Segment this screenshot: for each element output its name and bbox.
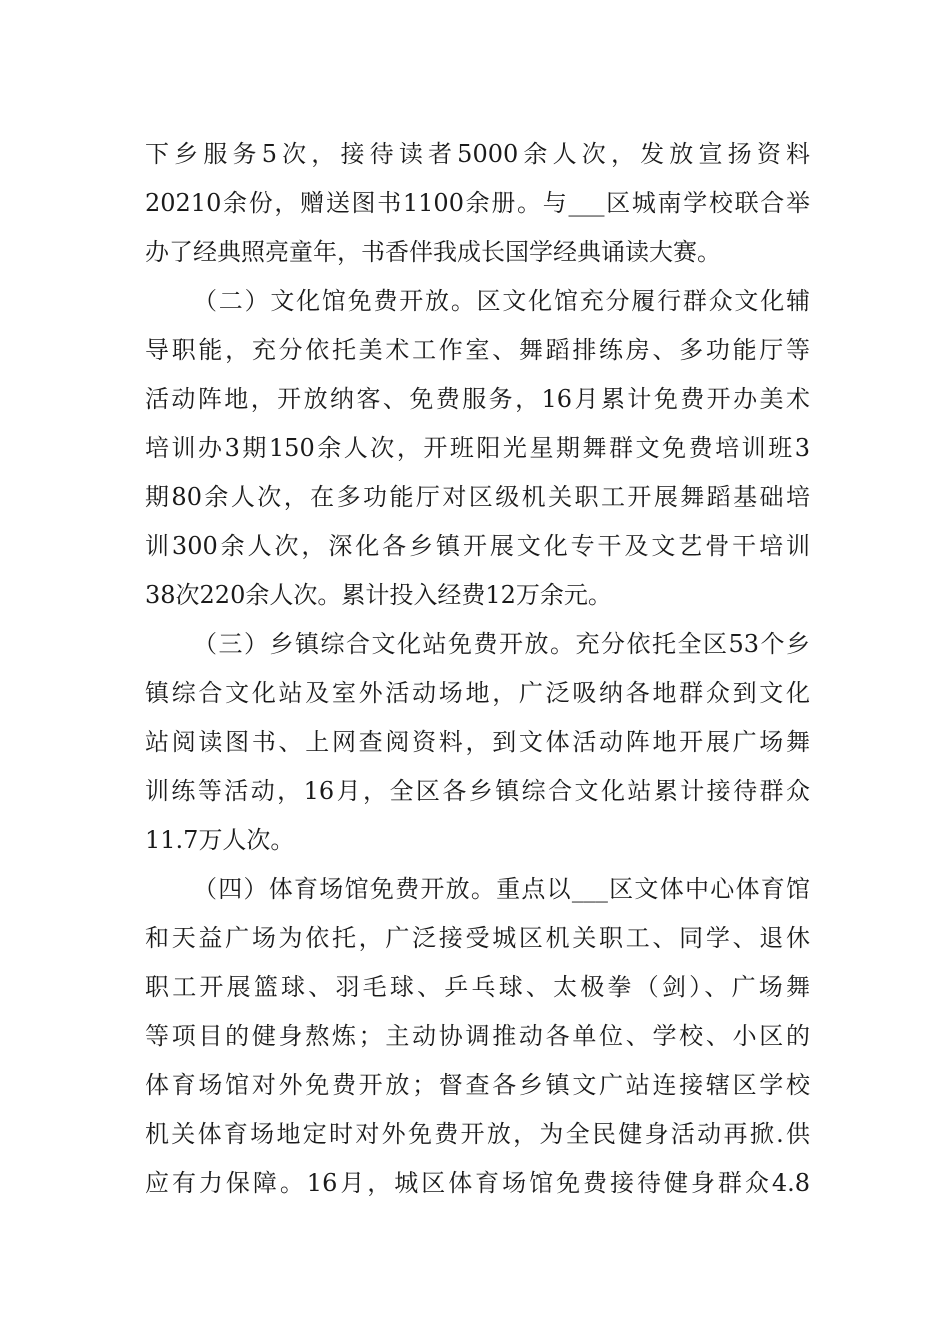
text-line: 训练等活动，16月，全区各乡镇综合文化站累计接待群众 [145, 777, 810, 805]
text-line: 下乡服务5次，接待读者5000余人次，发放宣扬资料 [145, 140, 810, 168]
text-line: 活动阵地，开放纳客、免费服务，16月累计免费开办美术 [145, 385, 810, 413]
text-line: 职工开展篮球、羽毛球、乒乓球、太极拳（剑）、广场舞 [145, 973, 810, 1001]
text-line: 20210余份，赠送图书1100余册。与___区城南学校联合举 [145, 189, 810, 217]
text-line: 机关体育场地定时对外免费开放，为全民健身活动再掀.供 [145, 1120, 810, 1148]
text-line: 训300余人次，深化各乡镇开展文化专干及文艺骨干培训 [145, 532, 810, 560]
paragraph-start-line: （四）体育场馆免费开放。重点以___区文体中心体育馆 [193, 875, 810, 903]
text-line: 期80余人次，在多功能厅对区级机关职工开展舞蹈基础培 [145, 483, 810, 511]
text-line: 镇综合文化站及室外活动场地，广泛吸纳各地群众到文化 [145, 679, 810, 707]
text-line: 体育场馆对外免费开放；督查各乡镇文广站连接辖区学校 [145, 1071, 810, 1099]
text-line: 导职能，充分依托美术工作室、舞蹈排练房、多功能厅等 [145, 336, 810, 364]
text-line: 培训办3期150余人次，开班阳光星期舞群文免费培训班3 [145, 434, 810, 462]
text-line: 和天益广场为依托，广泛接受城区机关职工、同学、退休 [145, 924, 810, 952]
text-line: 38次220余人次。累计投入经费12万余元。 [145, 581, 612, 609]
text-line: 11.7万人次。 [145, 826, 295, 854]
text-line: 办了经典照亮童年，书香伴我成长国学经典诵读大赛。 [145, 238, 721, 266]
text-line: 应有力保障。16月，城区体育场馆免费接待健身群众4.8 [145, 1169, 810, 1197]
text-line: 等项目的健身熬炼；主动协调推动各单位、学校、小区的 [145, 1022, 810, 1050]
paragraph-start-line: （二）文化馆免费开放。区文化馆充分履行群众文化辅 [193, 287, 810, 315]
text-line: 站阅读图书、上网查阅资料，到文体活动阵地开展广场舞 [145, 728, 810, 756]
paragraph-start-line: （三）乡镇综合文化站免费开放。充分依托全区53个乡 [193, 630, 810, 658]
